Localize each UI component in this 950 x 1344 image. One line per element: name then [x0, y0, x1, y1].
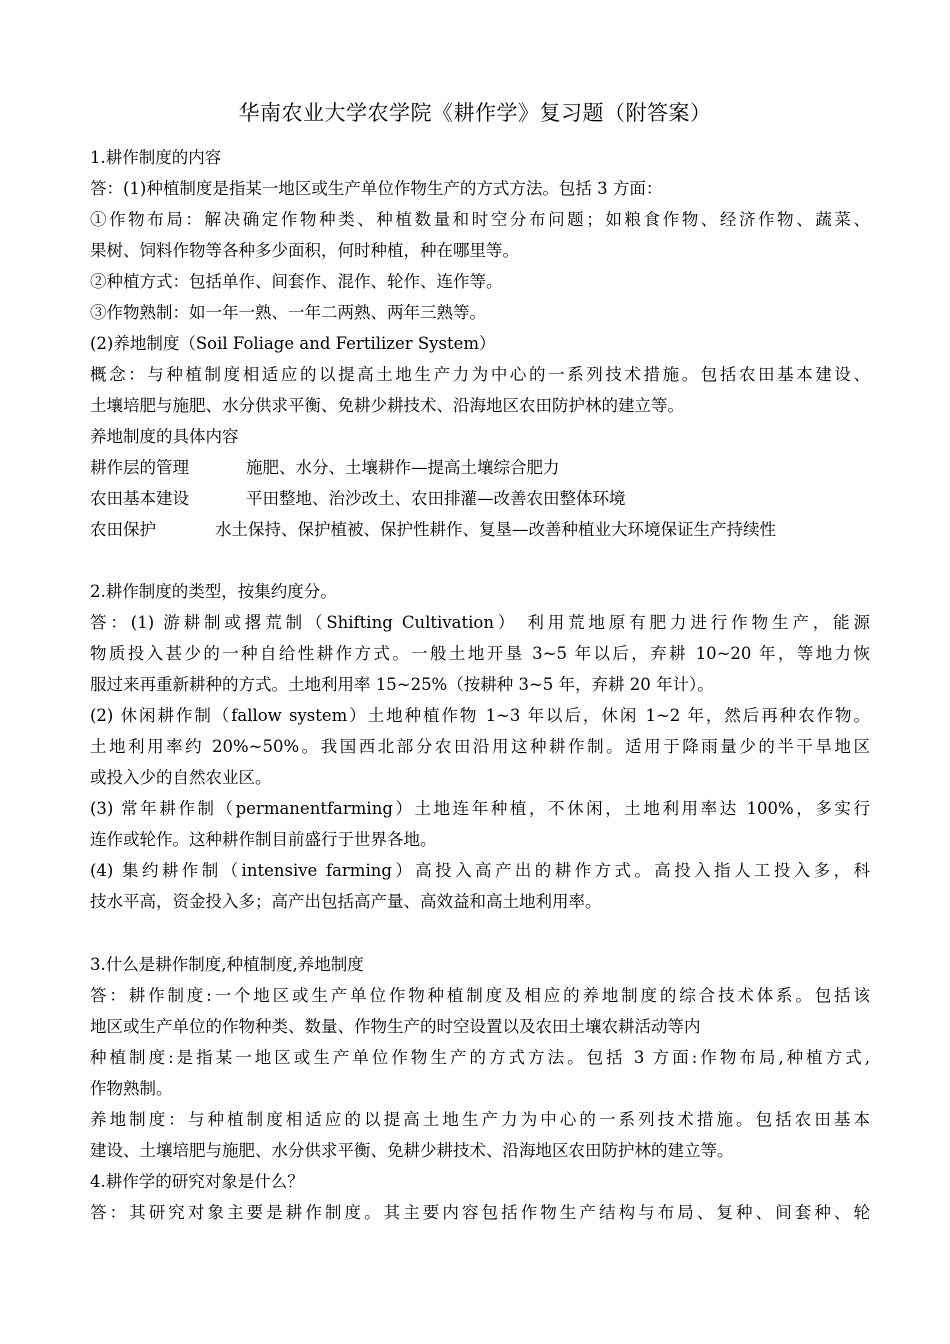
section-1-heading: 1.耕作制度的内容	[90, 148, 222, 167]
paragraph-line: 技水平高，资金投入多；高产出包括高产量、高效益和高土地利用率。	[90, 892, 602, 911]
paragraph-line: 土壤培肥与施肥、水分供求平衡、免耕少耕技术、沿海地区农田防护林的建立等。	[90, 396, 684, 415]
paragraph-line: 答：其研究对象主要是耕作制度。其主要内容包括作物生产结构与布局、复种、间套种、轮	[90, 1203, 870, 1222]
paragraph-line: 果树、饲料作物等各种多少面积，何时种植，种在哪里等。	[90, 241, 519, 260]
paragraph-line: 服过来再重新耕种的方式。土地利用率 15~25%（按耕种 3~5 年，弃耕 20 年计）。	[90, 675, 714, 694]
table-row	[90, 484, 870, 514]
row-text: 平田整地、治沙改土、农田排灌—改善农田整体环境	[246, 489, 626, 508]
paragraph-line: (2) 休闲耕作制（fallow system）土地种植作物 1~3 年以后，休闲 1~2 年，然后再种农作物。	[90, 706, 870, 725]
paragraph-line: 作物熟制。	[90, 1079, 173, 1098]
paragraph-line: 答：(1) 游耕制或撂荒制（Shifting Cultivation） 利用荒地原有肥力进行作物生产，能源	[90, 613, 870, 632]
section-3-heading: 3.什么是耕作制度,种植制度,养地制度	[90, 955, 364, 974]
paragraph-line: 土地利用率约 20%~50%。我国西北部分农田沿用这种耕作制。适用于降雨量少的半干旱地区	[90, 737, 870, 756]
section-2-heading: 2.耕作制度的类型，按集约度分。	[90, 582, 337, 601]
paragraph-line: 养地制度：与种植制度相适应的以提高土地生产力为中心的一系列技术措施。包括农田基本	[90, 1110, 870, 1129]
row-label: 农田保护	[90, 520, 156, 539]
paragraph-line: 养地制度的具体内容	[90, 427, 239, 446]
paragraph-line: ②种植方式：包括单作、间套作、混作、轮作、连作等。	[90, 272, 503, 291]
row-text: 施肥、水分、土壤耕作—提高土壤综合肥力	[246, 458, 560, 477]
paragraph-line: 答：(1)种植制度是指某一地区或生产单位作物生产的方式方法。包括 3 方面：	[90, 179, 663, 198]
paragraph-line: 答：耕作制度:一个地区或生产单位作物种植制度及相应的养地制度的综合技术体系。包括该	[90, 986, 870, 1005]
section-4-heading: 4.耕作学的研究对象是什么？	[90, 1172, 304, 1191]
row-label: 农田基本建设	[90, 489, 189, 508]
paragraph-line: (3) 常年耕作制（permanentfarming）土地连年种植，不休闲，土地利用率达 100%，多实行	[90, 799, 870, 818]
table-row	[90, 453, 870, 483]
paragraph-line: (2)养地制度（Soil Foliage and Fertilizer System）	[90, 334, 496, 353]
paragraph-line: 物质投入甚少的一种自给性耕作方式。一般土地开垦 3~5 年以后，弃耕 10~20 年，等地力恢	[90, 644, 870, 663]
paragraph-line: 连作或轮作。这种耕作制目前盛行于世界各地。	[90, 830, 437, 849]
paragraph-line: 地区或生产单位的作物种类、数量、作物生产的时空设置以及农田土壤农耕活动等内	[90, 1017, 701, 1036]
paragraph-line: 建设、土壤培肥与施肥、水分供求平衡、免耕少耕技术、沿海地区农田防护林的建立等。	[90, 1141, 734, 1160]
row-label: 耕作层的管理	[90, 458, 189, 477]
row-text: 水土保持、保护植被、保护性耕作、复垦—改善种植业大环境保证生产持续性	[215, 520, 776, 539]
paragraph-line: ①作物布局：解决确定作物种类、种植数量和时空分布问题；如粮食作物、经济作物、蔬菜、	[90, 210, 870, 229]
paragraph-line: 概念：与种植制度相适应的以提高土地生产力为中心的一系列技术措施。包括农田基本建设、	[90, 365, 870, 384]
paragraph-line: (4) 集约耕作制（intensive farming）高投入高产出的耕作方式。高投入指人工投入多，科	[90, 861, 870, 880]
document-title: 华南农业大学农学院《耕作学》复习题（附答案）	[238, 101, 712, 125]
paragraph-line: ③作物熟制：如一年一熟、一年二两熟、两年三熟等。	[90, 303, 486, 322]
paragraph-line: 种植制度:是指某一地区或生产单位作物生产的方式方法。包括 3 方面:作物布局,种植方式,	[90, 1048, 870, 1067]
paragraph-line: 或投入少的自然农业区。	[90, 768, 272, 787]
table-row	[90, 515, 870, 545]
